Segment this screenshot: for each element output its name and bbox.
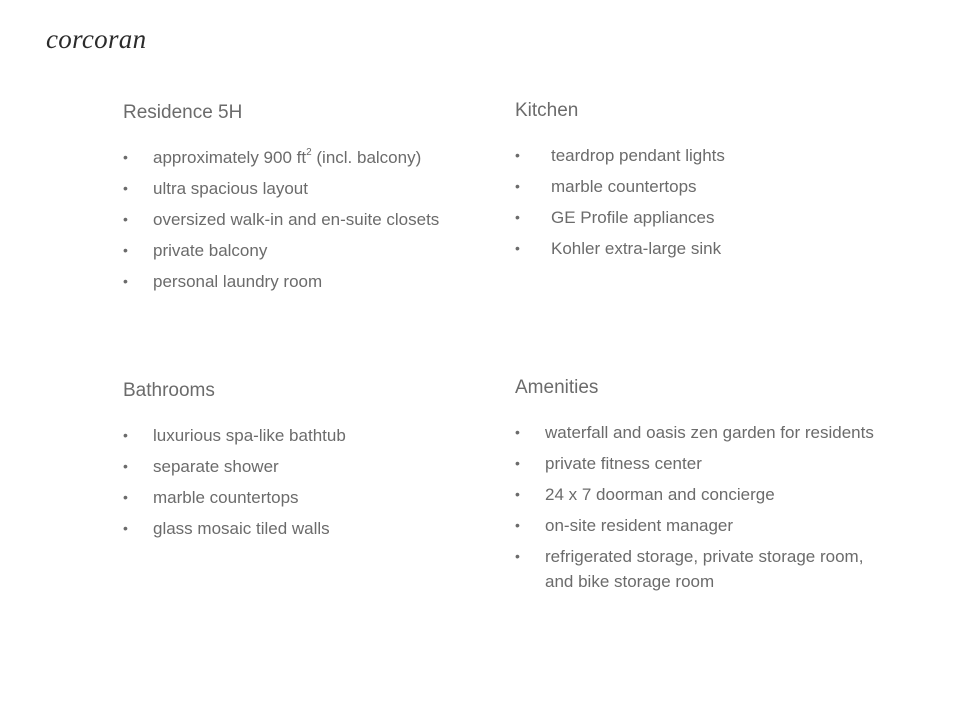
bullet-icon: • bbox=[515, 486, 520, 502]
residence-title: Residence 5H bbox=[123, 102, 243, 123]
bathrooms-section bbox=[123, 379, 493, 547]
list-item bbox=[123, 145, 493, 170]
list-item-text: ultra spacious layout bbox=[153, 179, 308, 198]
list-item-text: teardrop pendant lights bbox=[551, 146, 725, 165]
superscript: 2 bbox=[306, 147, 312, 159]
list-item bbox=[515, 143, 855, 168]
list-item bbox=[123, 423, 493, 448]
list-item bbox=[515, 236, 855, 261]
list-item-text: on-site resident manager bbox=[545, 516, 734, 535]
list-item bbox=[515, 205, 855, 230]
list-item-text: luxurious spa-like bathtub bbox=[153, 426, 346, 445]
residence-list bbox=[123, 145, 493, 294]
bullet-icon: • bbox=[123, 149, 128, 165]
list-item-text: private balcony bbox=[153, 241, 268, 260]
list-item bbox=[515, 513, 885, 538]
list-item-text: glass mosaic tiled walls bbox=[153, 519, 330, 538]
list-item bbox=[515, 451, 885, 476]
bullet-icon: • bbox=[123, 180, 128, 196]
bullet-icon: • bbox=[123, 273, 128, 289]
list-item-text: refrigerated storage, private storage room, and bike storage room bbox=[545, 547, 864, 591]
bathrooms-title: Bathrooms bbox=[123, 380, 215, 401]
bullet-icon: • bbox=[515, 178, 520, 194]
list-item bbox=[123, 207, 493, 232]
list-item-text: oversized walk-in and en-suite closets bbox=[153, 210, 440, 229]
list-item bbox=[123, 238, 493, 263]
bullet-icon: • bbox=[123, 211, 128, 227]
list-item-text: waterfall and oasis zen garden for residents bbox=[545, 423, 874, 442]
list-item-text: (incl. balcony) bbox=[311, 148, 422, 167]
bullet-icon: • bbox=[515, 147, 520, 163]
bullet-icon: • bbox=[515, 209, 520, 225]
bullet-icon: • bbox=[123, 520, 128, 536]
amenities-list bbox=[515, 420, 885, 594]
list-item-text: personal laundry room bbox=[153, 272, 323, 291]
bullet-icon: • bbox=[123, 489, 128, 505]
bullet-icon: • bbox=[515, 240, 520, 256]
list-item bbox=[515, 174, 855, 199]
bullet-icon: • bbox=[123, 458, 128, 474]
list-item-text: GE Profile appliances bbox=[551, 208, 715, 227]
list-item bbox=[123, 454, 493, 479]
list-item-text: 24 x 7 doorman and concierge bbox=[545, 485, 775, 504]
bullet-icon: • bbox=[123, 427, 128, 443]
kitchen-title: Kitchen bbox=[515, 100, 579, 121]
bathrooms-list bbox=[123, 423, 493, 541]
kitchen-list bbox=[515, 143, 855, 261]
list-item bbox=[515, 544, 885, 594]
list-item bbox=[123, 516, 493, 541]
amenities-section bbox=[515, 376, 885, 600]
list-item-text: marble countertops bbox=[153, 488, 299, 507]
list-item-text: Kohler extra-large sink bbox=[551, 239, 722, 258]
list-item bbox=[515, 420, 885, 445]
bullet-icon: • bbox=[515, 455, 520, 471]
list-item bbox=[123, 269, 493, 294]
residence-section bbox=[123, 101, 493, 300]
list-item bbox=[123, 485, 493, 510]
bullet-icon: • bbox=[515, 548, 520, 564]
kitchen-section bbox=[515, 99, 855, 267]
list-item bbox=[515, 482, 885, 507]
corcoran-logo: corcoran bbox=[46, 24, 147, 54]
bullet-icon: • bbox=[123, 242, 128, 258]
list-item bbox=[123, 176, 493, 201]
bullet-icon: • bbox=[515, 424, 520, 440]
list-item-text: private fitness center bbox=[545, 454, 702, 473]
list-item-text: marble countertops bbox=[551, 177, 697, 196]
bullet-icon: • bbox=[515, 517, 520, 533]
list-item-text: approximately 900 ft bbox=[153, 148, 307, 167]
amenities-title: Amenities bbox=[515, 377, 599, 398]
list-item-text: separate shower bbox=[153, 457, 279, 476]
